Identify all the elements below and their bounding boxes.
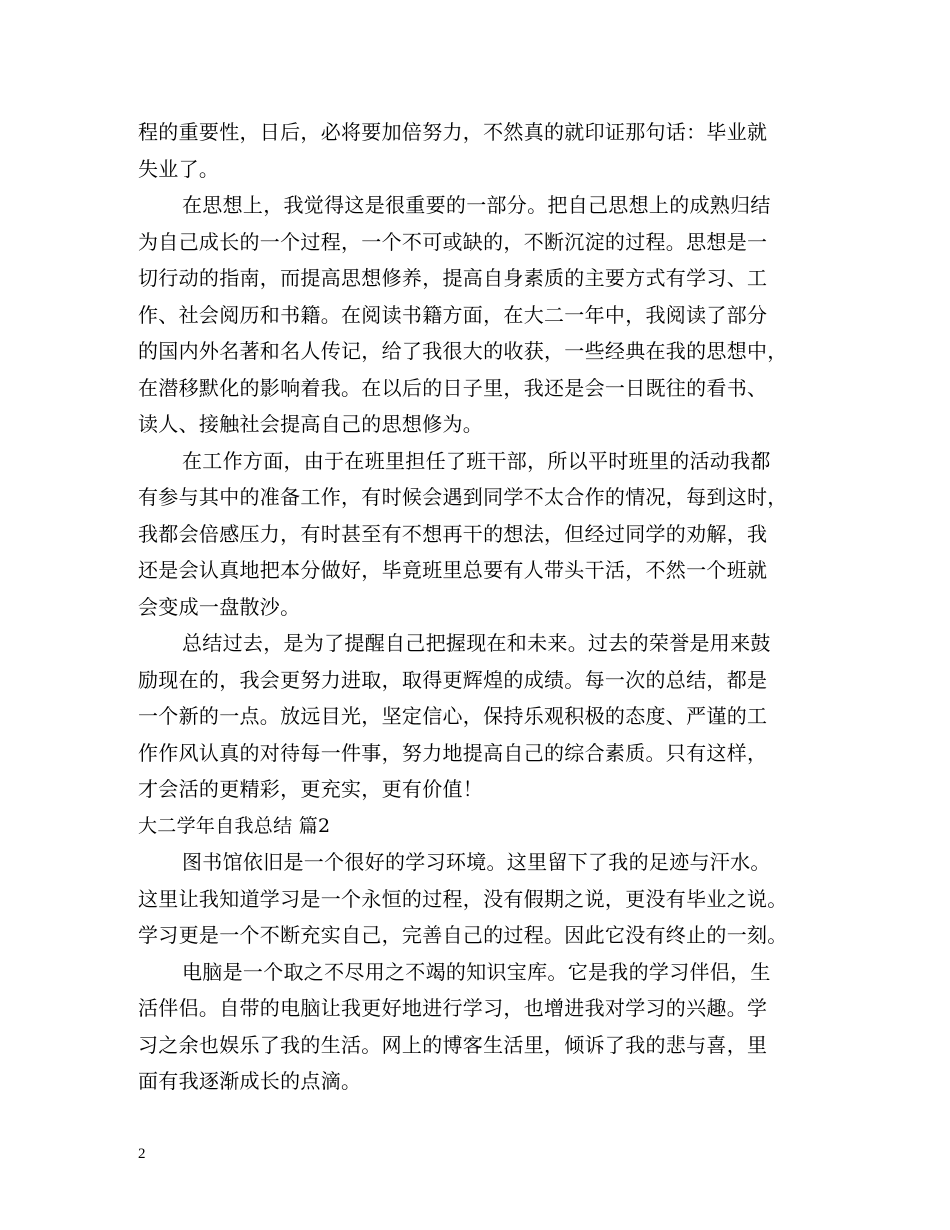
text-line: 失业了。 [138,156,220,181]
text-line: 电脑是一个取之不尽用之不竭的知识宝库。它是我的学习伴侣，生 [182,959,771,984]
document-body [138,114,818,1100]
text-line: 一个新的一点。放远目光，坚定信心，保持乐观积极的态度、严谨的工 [138,704,768,728]
page-number: 2 [138,1146,146,1162]
text-line: 习之余也娱乐了我的生活。网上的博客生活里，倾诉了我的悲与喜，里 [138,1032,768,1057]
text-line: 为自己成长的一个过程，一个不可或缺的，不断沉淀的过程。思想是一 [138,229,768,254]
text-line: 在思想上，我觉得这是很重要的一部分。把自己思想上的成熟归结 [182,193,771,217]
section-heading: 大二学年自我总结 篇2 [138,814,331,837]
text-line: 还是会认真地把本分做好，毕竟班里总要有人带头干活，不然一个班就 [138,558,768,582]
text-line: 学习更是一个不断充实自己，完善自己的过程。因此它没有终止的一刻。 [138,923,788,947]
text-line: 这里让我知道学习是一个永恒的过程，没有假期之说，更没有毕业之说。 [138,886,788,911]
text-line: 会变成一盘散沙。 [138,594,301,619]
text-line: 的国内外名著和名人传记，给了我很大的收获，一些经典在我的思想中， [138,339,788,363]
text-line: 活伴侣。自带的电脑让我更好地进行学习，也增进我对学习的兴趣。学 [138,996,768,1020]
text-line: 励现在的，我会更努力进取，取得更辉煌的成绩。每一次的总结，都是 [138,667,768,692]
text-line: 图书馆依旧是一个很好的学习环境。这里留下了我的足迹与汗水。 [182,850,771,874]
text-line: 作作风认真的对待每一件事，努力地提高自己的综合素质。只有这样， [138,740,768,765]
text-line: 有参与其中的准备工作，有时候会遇到同学不太合作的情况，每到这时， [138,485,788,509]
text-line: 作、社会阅历和书籍。在阅读书籍方面，在大二一年中，我阅读了部分 [138,302,768,327]
text-line: 总结过去，是为了提醒自己把握现在和未来。过去的荣誉是用来鼓 [182,631,771,655]
text-line: 程的重要性，日后，必将要加倍努力，不然真的就印证那句话：毕业就 [138,120,768,144]
text-line: 面有我逐渐成长的点滴。 [138,1069,362,1093]
text-line: 在工作方面，由于在班里担任了班干部，所以平时班里的活动我都 [182,448,771,473]
text-line: 才会活的更精彩，更充实，更有价值！ [138,777,484,801]
text-line: 在潜移默化的影响着我。在以后的日子里，我还是会一日既往的看书、 [138,375,768,400]
text-line: 读人、接触社会提高自己的思想修为。 [138,412,484,436]
text-line: 我都会倍感压力，有时甚至有不想再干的想法，但经过同学的劝解，我 [138,521,768,546]
text-line: 切行动的指南，而提高思想修养，提高自身素质的主要方式有学习、工 [138,266,768,290]
